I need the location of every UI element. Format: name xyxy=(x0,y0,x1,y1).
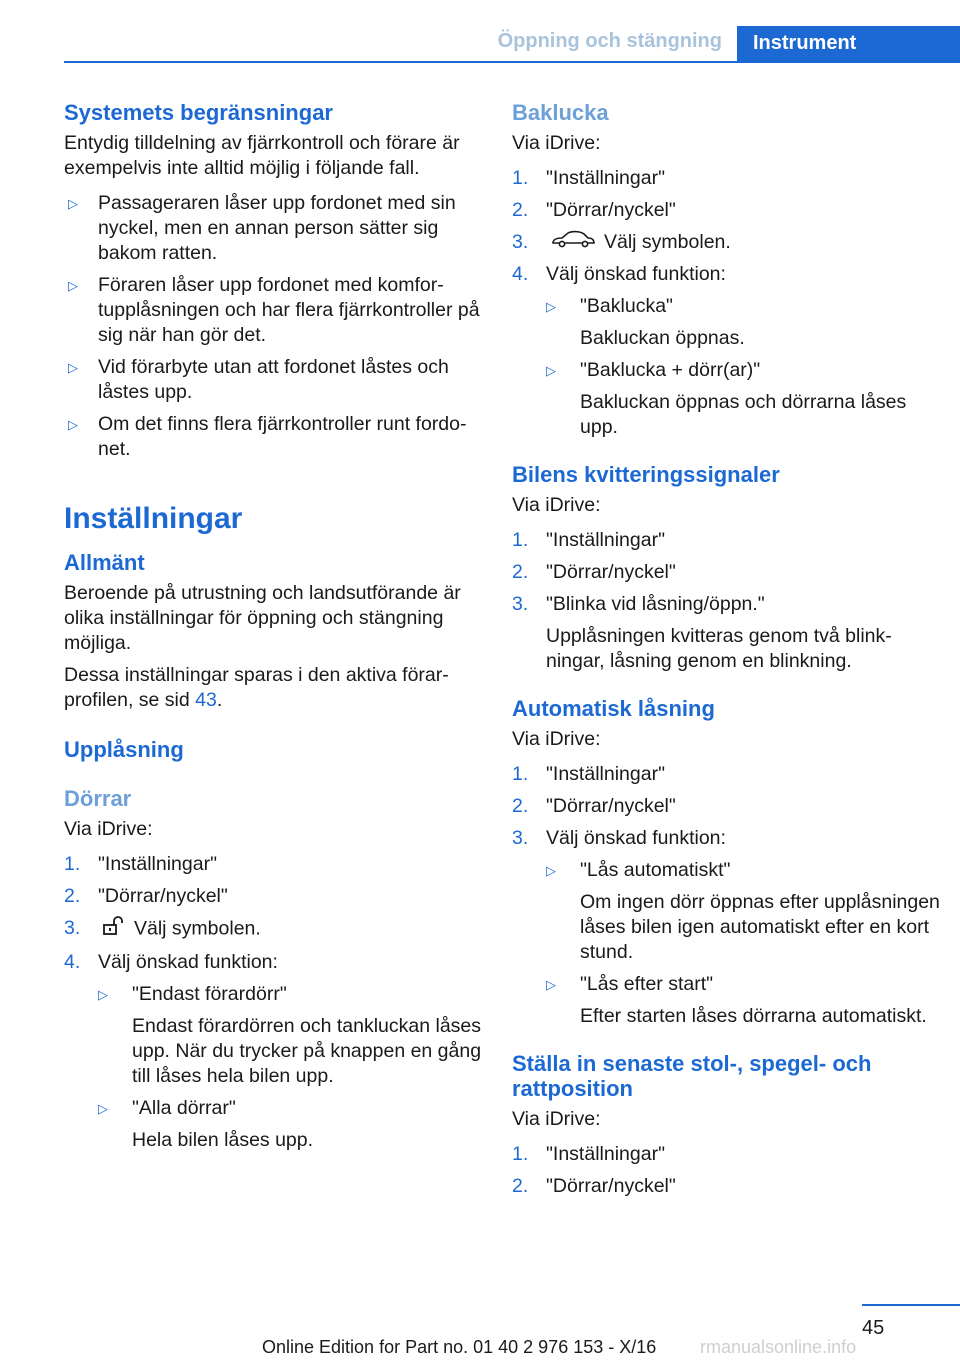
bullet-triangle-icon: ▷ xyxy=(546,299,556,315)
general-paragraph-1: Beroende på utrustning och landsutförande är olika inställningar för öppning och stängning möjliga. xyxy=(64,582,461,654)
doors-steps xyxy=(64,852,484,1153)
list-item: 4. Välj önskad funktion: ▷ "Baklucka" Bakluckan öppnas. ▷ "Baklucka + dörr(ar)" Bakluckan öppnas och dörrarna låses upp. xyxy=(512,262,942,440)
list-item: 2. "Dörrar/nyckel" xyxy=(64,885,228,907)
list-item: 1. "Inställningar" xyxy=(64,853,217,875)
auto-lock-options xyxy=(546,858,942,1029)
list-item: 1. "Inställningar" xyxy=(512,763,665,786)
trunk-steps xyxy=(512,166,942,440)
general-paragraph-2: Dessa inställningar sparas i den aktiva förarprofilen, se sid 43. xyxy=(64,664,449,711)
bullet-triangle-icon: ▷ xyxy=(68,417,78,432)
header-chapter-tab[interactable]: Instrument xyxy=(737,26,960,61)
trunk-via: Via iDrive: xyxy=(512,132,601,154)
list-item: 1. "Inställningar" xyxy=(512,529,665,552)
bullet-triangle-icon: ▷ xyxy=(68,360,78,375)
auto-lock-via: Via iDrive: xyxy=(512,728,601,751)
list-item: ▷ Vid förarbyte utan att fordonet låstes och låstes upp. xyxy=(68,356,449,403)
header-rule xyxy=(64,61,960,63)
list-item: 2. "Dörrar/nyckel" xyxy=(512,1175,676,1198)
bullet-triangle-icon: ▷ xyxy=(98,1101,108,1116)
list-item: ▷ "Endast förardörr" Endast förardörren och tankluckan låses upp. När du trycker på knappen en gång till låses hela bilen upp. xyxy=(98,983,482,1087)
footer-edition: Online Edition for Part no. 01 40 2 976 153 - X/16 xyxy=(262,1337,657,1357)
header-section-title: Öppning och stängning xyxy=(497,30,722,52)
list-item: 3. Välj symbolen. xyxy=(64,916,484,943)
footer-rule xyxy=(862,1304,960,1306)
bullet-triangle-icon: ▷ xyxy=(98,987,108,1002)
list-item: ▷ "Alla dörrar" Hela bilen låses upp. xyxy=(98,1097,314,1151)
seat-position-heading: Ställa in senaste stol-, spegel- och rattposition xyxy=(512,1051,872,1102)
list-item: ▷ Om det finns flera fjärrkontroller runt fordonet. xyxy=(68,413,467,460)
seat-position-via: Via iDrive: xyxy=(512,1108,601,1131)
list-item: 3. Välj önskad funktion: ▷ "Lås automatiskt" Om ingen dörr öppnas efter upplåsningen låses bilen igen automatiskt efter en kort stund. ▷ "Lås efter start" Efter starten låses dörrarna automatiskt. xyxy=(512,826,942,1029)
doors-options xyxy=(98,982,484,1153)
list-item: 2. "Dörrar/nyckel" xyxy=(512,795,676,818)
list-item: 2. "Dörrar/nyckel" xyxy=(512,199,676,221)
bullet-triangle-icon: ▷ xyxy=(546,363,556,379)
limits-list xyxy=(64,191,484,462)
auto-lock-heading: Automatisk låsning xyxy=(512,696,715,722)
list-item: ▷ "Lås efter start" Efter starten låses dörrarna automatiskt. xyxy=(546,973,927,1028)
settings-heading: Inställningar xyxy=(64,502,243,535)
list-item: ▷ Föraren låser upp fordonet med komfortupplåsningen och har flera fjärrkontroller på sig när han gör det. xyxy=(68,274,480,346)
lock-open-icon xyxy=(102,916,126,943)
ack-via: Via iDrive: xyxy=(512,494,601,517)
auto-lock-steps xyxy=(512,762,942,1029)
ack-steps xyxy=(512,528,942,674)
seat-position-steps xyxy=(512,1142,942,1199)
doors-heading: Dörrar xyxy=(64,786,132,811)
list-item: ▷ "Baklucka" Bakluckan öppnas. xyxy=(546,295,745,350)
list-item: 2. "Dörrar/nyckel" xyxy=(512,561,676,584)
page-reference-link[interactable]: 43 xyxy=(195,689,217,711)
doors-via: Via iDrive: xyxy=(64,818,153,840)
list-item: 1. "Inställningar" xyxy=(512,167,665,189)
right-column xyxy=(512,100,942,1206)
list-item: 4. Välj önskad funktion: ▷ "Endast förardörr" Endast förardörren och tankluckan låses upp. När du trycker på knappen en gång till låses hela bilen upp. ▷ "Alla dörrar" Hela bilen låses upp. xyxy=(64,950,484,1153)
ack-heading: Bilens kvitteringssignaler xyxy=(512,462,780,488)
list-item: ▷ "Lås automatiskt" Om ingen dörr öppnas efter upplåsningen låses bilen igen automatiskt efter en kort stund. xyxy=(546,859,940,964)
trunk-options xyxy=(546,294,942,440)
page-header xyxy=(0,0,960,62)
bullet-triangle-icon: ▷ xyxy=(546,977,556,993)
general-heading: Allmänt xyxy=(64,550,145,575)
trunk-heading: Baklucka xyxy=(512,100,609,125)
limits-heading: Systemets begränsningar xyxy=(64,100,333,125)
limits-intro: Entydig tilldelning av fjärrkontroll och förare är exempelvis inte alltid möjlig i följande fall. xyxy=(64,132,460,179)
bullet-triangle-icon: ▷ xyxy=(68,278,78,293)
car-icon xyxy=(550,230,596,255)
list-item: 3. Välj symbolen. xyxy=(512,230,942,255)
bullet-triangle-icon: ▷ xyxy=(68,196,78,211)
left-column xyxy=(64,100,484,1160)
page-number: 45 xyxy=(862,1317,885,1339)
list-item: ▷ Passageraren låser upp fordonet med sin nyckel, men en annan person sätter sig bakom ratten. xyxy=(68,192,456,264)
unlock-heading: Upplåsning xyxy=(64,737,184,762)
list-item: 3. "Blinka vid låsning/öppn." Upplåsningen kvitteras genom två blinkningar, låsning genom en blinkning. xyxy=(512,593,892,673)
bullet-triangle-icon: ▷ xyxy=(546,863,556,879)
watermark: rmanualsonline.info xyxy=(700,1337,857,1357)
list-item: ▷ "Baklucka + dörr(ar)" Bakluckan öppnas och dörrarna låses upp. xyxy=(546,359,907,439)
list-item: 1. "Inställningar" xyxy=(512,1143,665,1166)
